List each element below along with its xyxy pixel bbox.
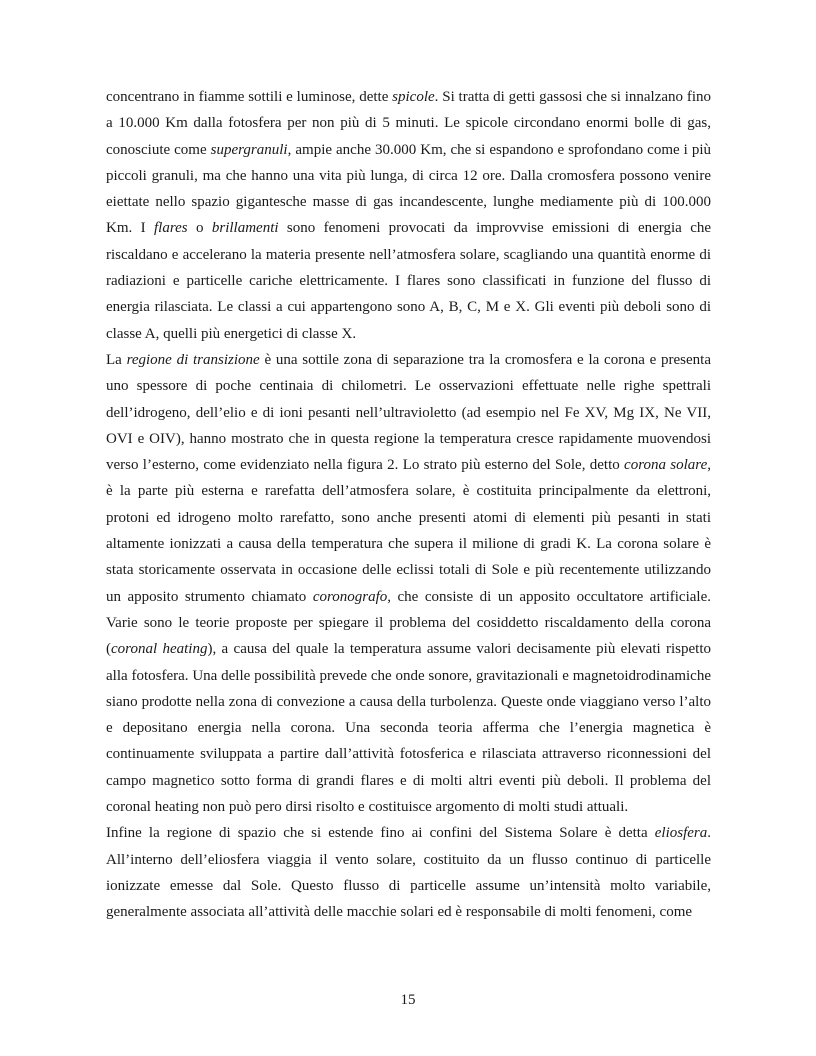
paragraph-1: [106, 84, 711, 347]
text-run: . All’interno dell’eliosfera viaggia il vento solare, costituito da un flusso continuo di particelle ionizzate emesse dal Sole. Questo flusso di particelle assume un’intensità molto variabile, generalmente associata all’attività delle macchie solari ed è responsabile di molti fenomeni, come: [106, 825, 711, 921]
italic-term: flares: [154, 220, 188, 237]
italic-term: regione di transizione: [126, 351, 260, 368]
italic-term: brillamenti: [211, 220, 279, 237]
text-run: o: [187, 220, 212, 237]
text-run: , è la parte più esterna e rarefatta dell’atmosfera solare, è costituita principalmente da elettroni, protoni ed idrogeno molto rarefatto, sono anche presenti atomi di elementi più pesanti in stati altamente ionizzati a causa della temperatura che supera il milione di gradi K. La corona solare è stata storicamente osservata in occasione delle eclissi totali di Sole e più recentemente utilizzando un apposito strumento chiamato: [106, 457, 711, 605]
text-run: ), a causa del quale la temperatura assume valori decisamente più elevati rispetto alla fotosfera. Una delle possibilità prevede che onde sonore, gravitazionali e magnetoidrodinamiche siano prodotte nella zona di convezione a causa della turbolenza. Queste onde viaggiano verso l’alto e depositano energia nella corona. Una seconda teoria afferma che l’energia magnetica è continuamente sviluppata a partire dall’attività fotosferica e rilasciata attraverso riconnessioni del campo magnetico sotto forma di grandi flares e di molti altri eventi più deboli. Il problema del coronal heating non può pero dirsi risolto e costituisce argomento di molti studi attuali.: [106, 641, 711, 816]
text-run: Infine la regione di spazio che si estende fino ai confini del Sistema Solare è detta: [106, 825, 655, 842]
text-run: La: [106, 351, 127, 368]
text-run: concentrano in fiamme sottili e luminose, dette: [106, 89, 393, 105]
document-body: [106, 84, 711, 926]
text-run: è una sottile zona di separazione tra la cromosfera e la corona e presenta uno spessore di poche centinaia di chilometri. Le osservazioni effettuate nelle righe spettrali dell’idrogeno, dell’elio e di ioni pesanti nell’ultravioletto (ad esempio nel Fe XV, Mg IX, Ne VII, OVI e OIV), hanno mostrato che in questa regione la temperatura cresce rapidamente muovendosi verso l’esterno, come evidenziato nella figura 2. Lo strato più esterno del Sole, detto: [106, 351, 711, 474]
italic-term: spicole: [392, 89, 435, 105]
italic-term: supergranuli: [210, 141, 288, 158]
paragraph-2: [106, 347, 711, 820]
text-run: sono fenomeni provocati da improvvise emissioni di energia che riscaldano e accelerano la materia presente nell’atmosfera solare, scagliando una quantità enorme di radiazioni e particelle cariche elettricamente. I flares sono classificati in funzione del flusso di energia rilasciata. Le classi a cui appartengono sono A, B, C, M e X. Gli eventi più deboli sono di classe A, quelli più energetici di classe X.: [106, 220, 712, 342]
paragraph-3: [106, 820, 711, 925]
page-number: 15: [400, 992, 416, 1008]
text-run: che consiste di un apposito occultatore artificiale. Varie sono le teorie proposte per spiegare il problema del cosiddetto riscaldamento della corona (: [106, 588, 711, 658]
italic-term: eliosfera: [654, 825, 708, 842]
text-run: , ampie anche 30.000 Km, che si espandono e sprofondano come i più piccoli granuli, ma che hanno una vita più lunga, di circa 12 ore. Dalla cromosfera possono venire eiettate nello spazio gigantesche masse di gas incandescente, lunghe mediamente più di 100.000 Km. I: [106, 141, 711, 237]
text-run: . Si tratta di getti gassosi che si innalzano fino a 10.000 Km dalla fotosfera per non più di 5 minuti. Le spicole circondano enormi bolle di gas, conosciute come: [106, 89, 711, 158]
italic-term: coronal heating: [111, 641, 208, 658]
italic-term: coronografo,: [312, 588, 392, 605]
italic-term: corona solare: [624, 457, 708, 474]
